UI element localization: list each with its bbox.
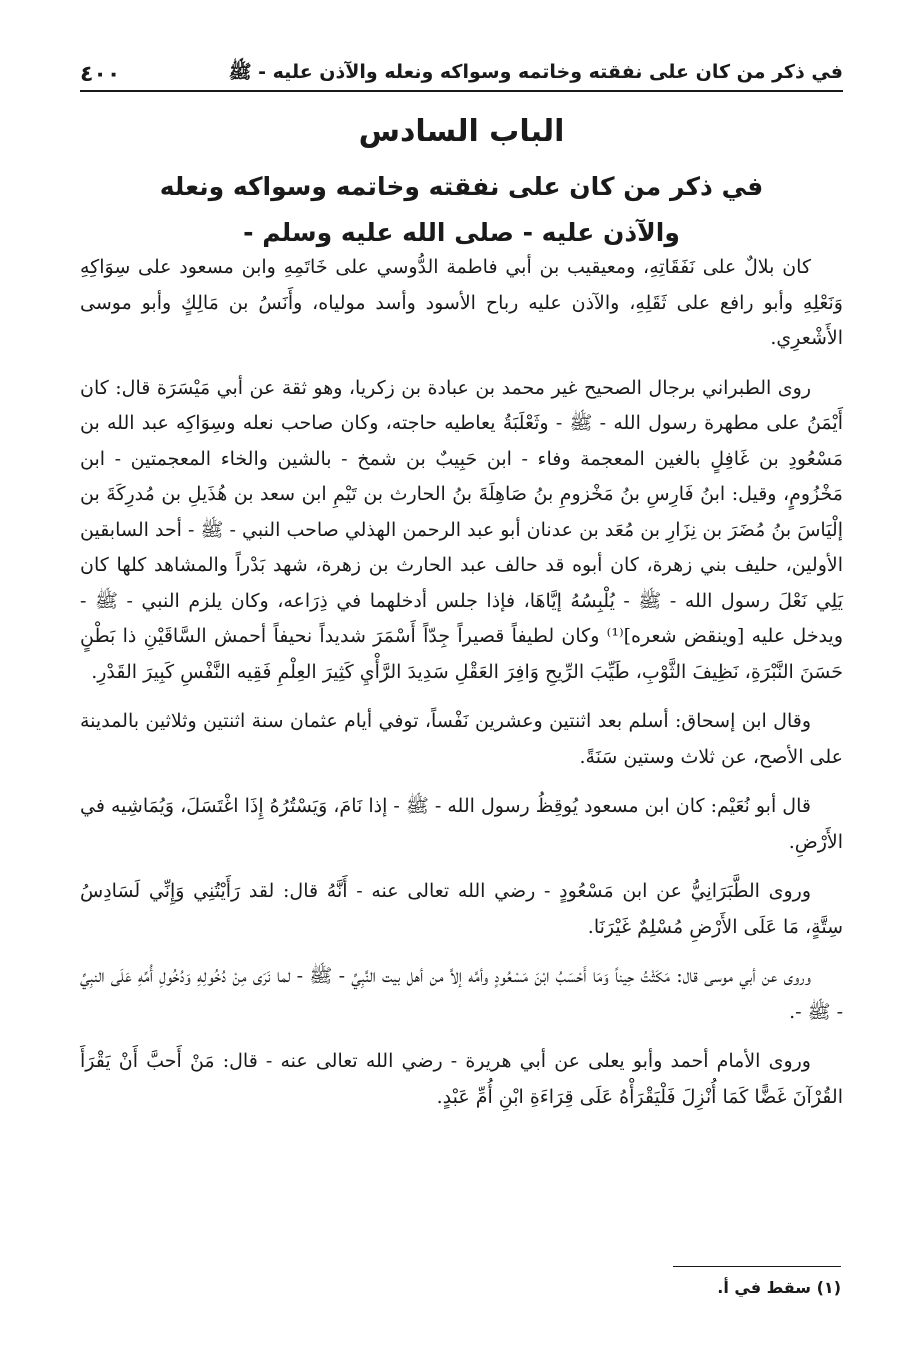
paragraph-2: روى الطبراني برجال الصحيح غير محمد بن عبادة بن زكريا، وهو ثقة عن أبي مَيْسَرَة قال: كان أَيْمَنُ على مطهرة رسول الله - ﷺ - وثَعْلَبَةُ يعاطيه حاجته، وكان صاحب نعله وسِوَاكِه عبد الله بن مَسْعُودِ بن غَافِلٍ بالغين المعجمة وفاء - ابن حَبِيبٌ بن شمخ - بالشين والخاء المعجمتين - ابن مَخْزُومٍ، وقيل: ابنُ فَارِسِ بنُ مَخْزومِ بنُ صَاهِلَةَ بنُ الحارث بن تَيْمِ ابن سعد بن هُذَيلِ بن مُدرِكَةَ بن إلْيَاسَ بنُ مُضَرَ بن نِزَارِ بن مُعَد بن عدنان أبو عبد الرحمن الهذلي صاحب النبي - ﷺ - أحد السابقين الأولين، حليف بني زهرة، كان أبوه قد حالف عبد الحارث بن زهرة، شهد بَدْراً والمشاهد كلها كان يَلِي نَعْلَ رسول الله - ﷺ - يُلْبِسُهُ إيَّاهَا، فإذا جلس أدخلهما في ذِرَاعه، وكان يلزم النبي - ﷺ - ويدخل عليه [وينقض شعره]⁽¹⁾ وكان لطيفاً قصيراً جِدّاً أَسْمَرَ شديداً نحيفاً أحمش السَّاقَيْنِ ذا بَطْنٍ حَسَنَ النَّبْرَةِ، نَظِيفَ الثَّوْبِ، طَيِّبَ الرِّيحِ وَافِرَ العَقْلِ سَدِيدَ الرَّأْيِ كَثِيرَ العِلْمِ فَقِيه النَّفْسِ كَبِيرَ القَدْرِ.: [80, 376, 843, 683]
chapter-subtitle-line-1: في ذكر من كان على نفقته وخاتمه وسواكه ونعله: [159, 172, 764, 201]
running-title: في ذكر من كان على نفقته وخاتمه وسواكه ونعله والآذن عليه - ﷺ: [228, 61, 843, 83]
page-header: [80, 58, 843, 92]
chapter-title: الباب السادس: [358, 114, 565, 149]
chapter-subtitle: [80, 164, 843, 256]
chapter-subtitle-line-2: والآذن عليه - صلى الله عليه وسلم -: [243, 218, 680, 247]
body-text: [80, 250, 843, 1129]
page-number: ٤٠٠: [80, 61, 121, 87]
paragraph-7: وروى الأمام أحمد وأبو يعلى عن أبي هريرة - رضي الله تعالى عنه - قال: مَنْ أَحبَّ أَنْ يَقْرَأَ القُرْآنَ غَضًّا كَمَا أُنْزِلَ فَلْيَقْرَأْهُ عَلَى قِرَاءَةِ ابْنِ أُمِّ عَبْدٍ.: [80, 1050, 843, 1108]
footnote-divider: [673, 1266, 841, 1267]
footnote: (١) سقط في أ.: [717, 1278, 841, 1297]
paragraph-1: كان بلالٌ على نَفَقَاتِهِ، ومعيقيب بن أبي فاطمة الدُّوسي على خَاتَمِهِ وابن مسعود على سِوَاكِهِ وَنَعْلِهِ وأبو رافع على ثَقَلِهِ، والآذن عليه رباح الأسود وأسد مولياه، وأَنَسُ بن مَالِكٍ وأبو موسى الأَشْعرِي.: [80, 256, 843, 349]
paragraph-4: قال أبو نُعَيْم: كان ابن مسعود يُوقِظُ رسول الله - ﷺ - إذا نَامَ، وَيَسْتُرُهُ إِذَا اغْتَسَلَ، وَيُمَاشِيه في الأَرْضِ.: [80, 795, 843, 853]
paragraph-3: وقال ابن إسحاق: أسلم بعد اثنتين وعشرين نَفْساً، توفي أيام عثمان سنة اثنتين وثلاثين بالمدينة على الأصح، عن ثلاث وستين سَنَةً.: [80, 710, 843, 768]
paragraph-6: وروى عن أبي موسى قال: مَكَثْتُ حِيناً وَمَا أَحْسَبُ ابْنَ مَسْعُودٍ وأمَّه إلاَّ من أهل بيت النَّبِيِّ - ﷺ - لما نَرَى مِنْ دُخُولِهِ وَدُخُولِ أُمِّهِ عَلَى النبِيِّ - ﷺ -.: [80, 965, 843, 1023]
paragraph-5: وروى الطَّبَرَانِيُّ عن ابن مَسْعُودٍ - رضي الله تعالى عنه - أَنَّهُ قال: لقد رَأَيْتُنِي وَإِنِّي لَسَادِسُ سِتَّةٍ، مَا عَلَى الأَرْضِ مُسْلِمٌ غَيْرَنَا.: [80, 880, 843, 938]
